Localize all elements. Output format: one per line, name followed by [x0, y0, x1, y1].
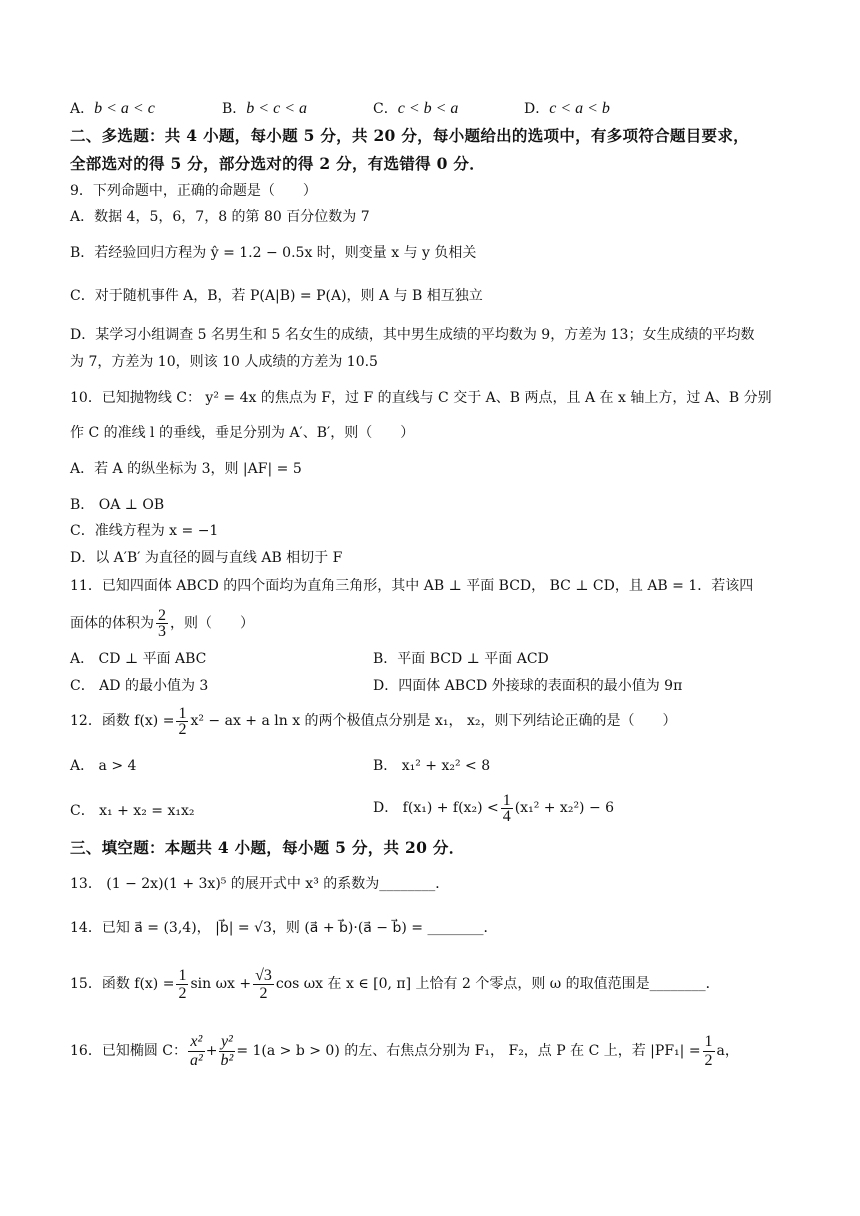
q15-text-tail: cos ωx 在 x ∈ [0, π] 上恰有 2 个零点，则 ω 的取值范围是________． — [275, 976, 720, 992]
fraction-numerator: 1 — [178, 704, 187, 722]
q12-option-d-fraction — [501, 793, 513, 824]
q11-stem-line1: 11．已知四面体 ABCD 的四个面均为直角三角形，其中 AB ⊥ 平面 BCD， BC ⊥ CD，且 AB = 1．若该四 — [70, 578, 754, 594]
q12-option-d-tail: (x₁² + x₂²) − 6 — [514, 800, 615, 816]
q12-option-c: C． x₁ + x₂ = x₁x₂ — [70, 803, 195, 819]
q12-fraction — [176, 706, 188, 737]
q12-option-b: B． x₁² + x₂² < 8 — [373, 758, 491, 774]
q16 — [70, 1030, 796, 1072]
q11-stem-line2 — [70, 608, 796, 639]
q9-option-c: C．对于随机事件 A，B，若 P(A|B) = P(A)，则 A 与 B 相互独立 — [70, 288, 483, 304]
q10-option-d: D．以 A′B′ 为直径的圆与直线 AB 相切于 F — [70, 550, 343, 566]
section3-heading: 三、填空题：本题共 4 小题，每小题 5 分，共 20 分． — [70, 838, 465, 857]
q11-option-c: C． AD 的最小值为 3 — [70, 678, 209, 694]
q11-option-b: B．平面 BCD ⊥ 平面 ACD — [373, 651, 549, 667]
q9-stem: 9．下列命题中，正确的命题是（ ） — [70, 183, 317, 199]
q8-option-a — [70, 98, 155, 120]
option-label: C． — [373, 101, 398, 117]
q10-stem-line1: 10．已知抛物线 C： y² = 4x 的焦点为 F，过 F 的直线与 C 交于 A、B 两点，且 A 在 x 轴上方，过 A、B 分别 — [70, 390, 772, 406]
plus-sign: + — [205, 1043, 218, 1059]
q11-volume-fraction — [156, 608, 168, 639]
q16-text: 16．已知椭圆 C： — [70, 1043, 187, 1059]
fraction-numerator: 1 — [178, 966, 187, 984]
section2-heading-line1: 二、多选题：共 4 小题，每小题 5 分，共 20 分，每小题给出的选项中，有多项符合题目要求， — [70, 126, 749, 145]
q11-option-d: D．四面体 ABCD 外接球的表面积的最小值为 9π — [373, 678, 683, 694]
q12-option-d-text: D． f(x₁) + f(x₂) < — [373, 800, 499, 816]
fraction-denominator: 2 — [704, 1051, 713, 1069]
option-label: A． — [70, 101, 95, 117]
fraction-numerator: y² — [219, 1033, 236, 1052]
q10-option-c: C．准线方程为 x = −1 — [70, 523, 219, 539]
option-expr: b < a < c — [94, 100, 155, 117]
q15 — [70, 964, 796, 1004]
q16-text-tail: a， — [716, 1043, 739, 1059]
q10-option-a: A．若 A 的纵坐标为 3，则 |AF| = 5 — [70, 461, 302, 477]
fraction-denominator: 2 — [178, 720, 187, 738]
q11-stem2-tail: ，则（ ） — [170, 615, 254, 632]
q9-option-b: B．若经验回归方程为 ŷ = 1.2 − 0.5x 时，则变量 x 与 y 负相关 — [70, 245, 477, 261]
q15-text-mid: sin ωx + — [190, 976, 252, 992]
fraction-denominator: 3 — [158, 623, 166, 640]
q9-option-d-line2: 为 7，方差为 10，则该 10 人成绩的方差为 10.5 — [70, 354, 378, 370]
q11-stem2-text: 面体的体积为 — [70, 615, 154, 632]
fraction-numerator: x² — [188, 1033, 205, 1052]
q13: 13． (1 − 2x)(1 + 3x)⁵ 的展开式中 x³ 的系数为________． — [70, 876, 450, 892]
q15-fraction-2 — [253, 967, 274, 1002]
q12-stem-tail: x² − ax + a ln x 的两个极值点分别是 x₁， x₂，则下列结论正确的是（ ） — [190, 713, 677, 729]
fraction-denominator: a² — [189, 1051, 203, 1069]
q10-stem-line2: 作 C 的准线 l 的垂线，垂足分别为 A′、B′，则（ ） — [70, 425, 415, 441]
q9-option-a: A．数据 4，5，6，7，8 的第 80 百分位数为 7 — [70, 209, 370, 225]
q8-option-d — [524, 98, 610, 120]
fraction-denominator: 2 — [259, 984, 268, 1002]
fraction-numerator: √3 — [255, 966, 272, 984]
q9-option-d-line1: D．某学习小组调查 5 名男生和 5 名女生的成绩，其中男生成绩的平均数为 9，方差为 13；女生成绩的平均数 — [70, 327, 755, 343]
q8-option-b — [222, 98, 307, 120]
q15-fraction-1 — [176, 967, 188, 1002]
q16-fraction-half — [703, 1033, 715, 1070]
option-expr: b < c < a — [246, 100, 307, 117]
option-label: D． — [524, 101, 550, 117]
q12-option-d — [373, 791, 614, 825]
option-label: B． — [222, 101, 247, 117]
q10-option-b: B． OA ⊥ OB — [70, 497, 165, 513]
fraction-numerator: 1 — [502, 791, 511, 809]
q8-option-c — [373, 98, 458, 120]
option-expr: c < a < b — [549, 100, 610, 117]
q16-fraction-x — [188, 1033, 205, 1070]
fraction-numerator: 2 — [158, 607, 166, 624]
q11-option-a: A． CD ⊥ 平面 ABC — [70, 651, 207, 667]
q12-stem — [70, 704, 796, 738]
fraction-denominator: 2 — [178, 984, 187, 1002]
q15-text: 15．函数 f(x) = — [70, 976, 175, 992]
fraction-denominator: b² — [220, 1051, 234, 1069]
fraction-numerator: 1 — [704, 1032, 713, 1050]
q12-stem-text: 12．函数 f(x) = — [70, 713, 175, 729]
q12-option-a: A． a > 4 — [70, 758, 137, 774]
q16-fraction-y — [219, 1033, 236, 1070]
q14: 14．已知 a⃗ = (3,4)， |b⃗| = √3，则 (a⃗ + b⃗)·(a⃗ − b⃗) = ________． — [70, 920, 498, 936]
section2-heading-line2: 全部选对的得 5 分，部分选对的得 2 分，有选错得 0 分． — [70, 154, 486, 173]
option-expr: c < b < a — [397, 100, 459, 117]
fraction-denominator: 4 — [502, 807, 511, 825]
q16-text-mid: = 1(a > b > 0) 的左、右焦点分别为 F₁， F₂，点 P 在 C 上，若 |PF₁| = — [236, 1043, 701, 1059]
